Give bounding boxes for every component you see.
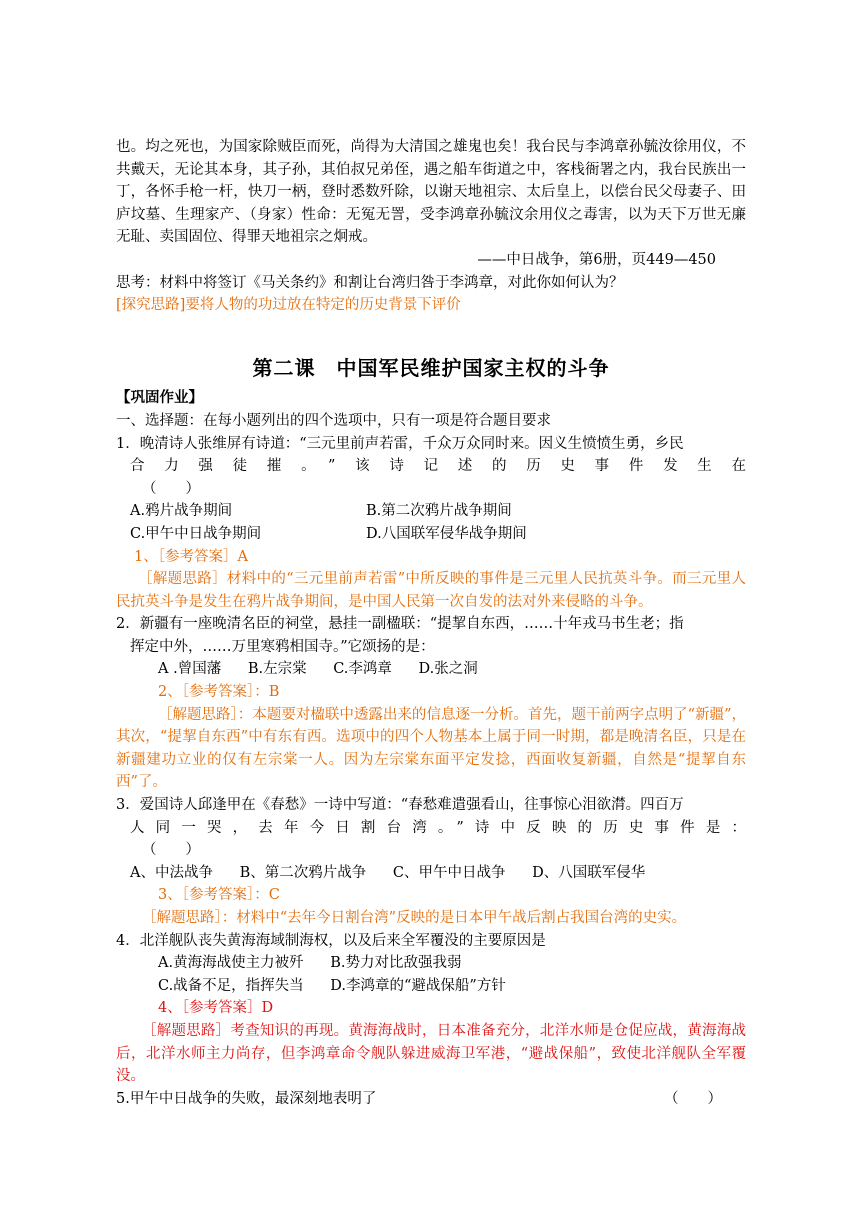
intro-paragraph: 也。均之死也，为国家除贼臣而死，尚得为大清国之雄鬼也矣！我台民与李鸿章孙毓汝徐用仪，不共戴天，无论其本身，其子孙，其伯叔兄弟侄，遇之船车街道之中，客栈衙署之内，我台民族出一丁，各怀手枪一杆，快刀一柄，登时悉数歼除，以谢天地祖宗、太后皇上，以偿台民父母妻子、田庐坟墓、生理家产、（身家）性命：无冤无詈，受李鸿章孙毓汶余用仪之毒害，以为天下万世无廉无耻、卖国固位、得罪天地祖宗之炯戒。 [116,139,746,246]
option-c: C.战备不足，指挥失当 [158,977,304,994]
question-2-options [116,658,746,681]
option-b: B.势力对比敌强我弱 [330,955,462,972]
question-1-answer: 1、［参考答案］A [134,548,248,565]
question-1-options-row1 [116,500,746,523]
question-1-options-row2 [116,523,746,546]
question-1-stem-line2: 合力强徒摧。”该诗记述的历史事件发生在 [130,458,746,475]
option-d: D.张之洞 [418,661,478,678]
option-d: D、八国联军侵华 [532,864,646,881]
question-4-analysis: ［解题思路］考查知识的再现。黄海海战时，日本准备充分，北洋水师是仓促应战，黄海海战后，北洋水师主力尚存，但李鸿章命令舰队躲进威海卫军港，“避战保船”，致使北洋舰队全军覆没。 [116,1022,746,1085]
question-3-options [116,862,746,885]
question-4-stem-line1: 4．北洋舰队丧失黄海海域制海权，以及后来全军覆没的主要原因是 [116,932,546,949]
option-c: C.李鸿章 [333,661,392,678]
question-3-stem-line2: 人同一哭，去年今日割台湾。”诗中反映的历史事件是： [130,819,746,836]
question-5 [116,1088,746,1111]
option-a: A .曾国藩 [158,661,222,678]
instruction-text: 一、选择题：在每小题列出的四个选项中，只有一项是符合题目要求 [116,412,551,429]
lesson-title: 第二课 中国军民维护国家主权的斗争 [252,355,610,380]
question-2-stem-line2: 挥定中外，……万里寒鸦相国寺。”它颂扬的是： [130,638,435,655]
question-1-stem-line1: 1．晚清诗人张维屏有诗道：“三元里前声若雷，千众万众同时来。因义生愤愤生勇，乡民 [116,435,684,452]
option-a: A.黄海海战使主力被歼 [158,955,304,972]
option-d: D.八国联军侵华战争期间 [366,525,527,542]
question-5-blank: （ ） [664,1090,722,1107]
think-question: 思考：材料中将签订《马关条约》和割让台湾归咎于李鸿章，对此你如何认为？ [116,274,624,291]
option-b: B.左宗棠 [247,661,307,678]
section-heading: 【巩固作业】 [116,389,203,407]
question-4-answer: 4、［参考答案］D [158,1000,274,1017]
question-3 [116,794,746,930]
intro-source: ——中日战争，第6册，页449—450 [477,251,716,268]
option-c: C、甲午中日战争 [392,864,506,881]
option-a: A、中法战争 [130,864,213,881]
question-1-analysis: ［解题思路］材料中的“三元里前声若雷”中所反映的事件是三元里人民抗英斗争。而三元里人民抗英斗争是发生在鸦片战争期间，是中国人民第一次自发的法对外来侵略的斗争。 [116,571,746,610]
question-2-answer: 2、［参考答案］：B [158,684,280,701]
option-c: C.甲午中日战争期间 [130,525,262,542]
question-2-analysis: ［解题思路］：本题要对楹联中透露出来的信息逐一分析。首先，题干前两字点明了“新疆”，其次，“提挈自东西”中有东有西。选项中的四个人物基本上属于同一时期，都是晚清名臣，只是在新疆建功立业的仅有左宗棠一人。因为左宗棠东面平定发捻，西面收复新疆，自然是“提挈自东西”了。 [116,706,746,791]
question-1 [116,433,746,614]
question-4 [116,930,746,1088]
question-3-blank: （ ） [142,842,200,859]
question-1-blank: （ ） [142,480,200,497]
option-a: A.鸦片战争期间 [130,503,233,520]
option-b: B.第二次鸦片战争期间 [366,503,512,520]
question-2 [116,613,746,794]
question-3-stem-line1: 3．爱国诗人邱逢甲在《春愁》一诗中写道：“春愁难遣强看山，往事惊心泪欲潸。四百万 [116,797,684,814]
option-d: D.李鸿章的“避战保船”方针 [330,977,506,994]
option-b: B、第二次鸦片战争 [239,864,367,881]
question-5-stem: 5.甲午中日战争的失败，最深刻地表明了 [116,1090,377,1107]
explore-hint: [探究思路]要将人物的功过放在特定的历史背景下评价 [116,297,461,314]
question-3-answer: 3、［参考答案］：C [158,887,280,904]
question-4-options-row1 [116,952,746,975]
document-page [116,136,746,1110]
question-2-stem-line1: 2．新疆有一座晚清名臣的祠堂，悬挂一副楹联：“提挈自东西，……十年戎马书生老；指 [116,616,684,633]
question-3-analysis: ［解题思路］：材料中“去年今日割台湾”反映的是日本甲午战后割占我国台湾的史实。 [142,910,687,926]
question-4-options-row2 [116,975,746,998]
